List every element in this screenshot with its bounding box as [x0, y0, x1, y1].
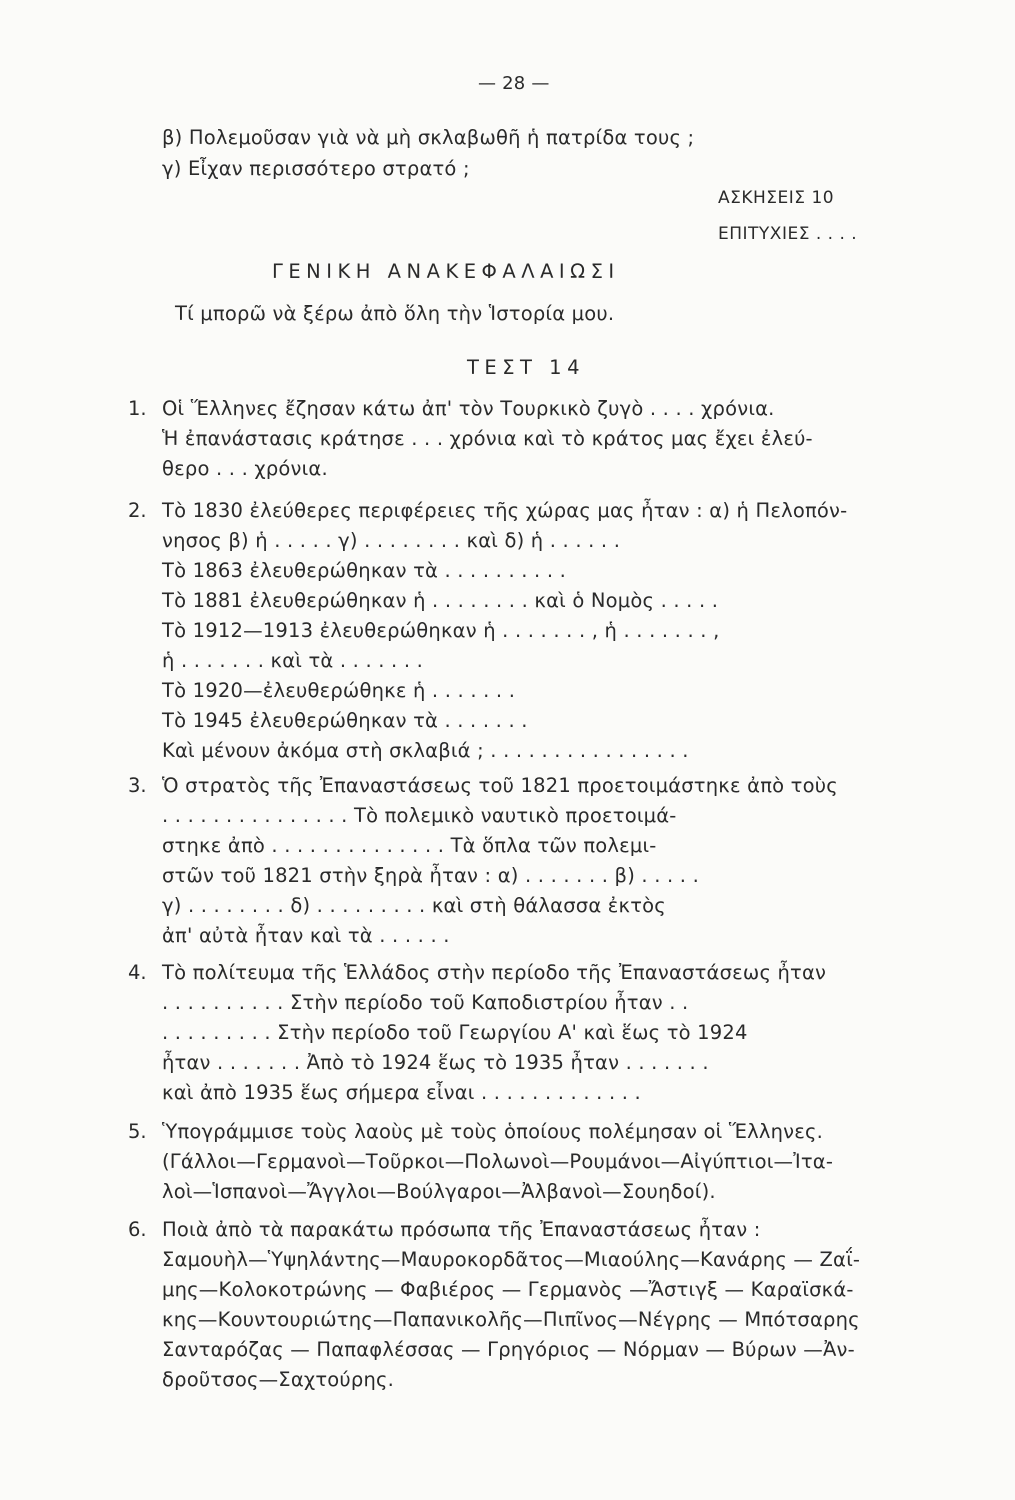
question-line: Ποιὰ ἀπὸ τὰ παρακάτω πρόσωπα τῆς Ἐπαναστάσεως ἦταν : [162, 1218, 761, 1241]
question-number: 5. [128, 1120, 147, 1143]
question-line: καὶ ἀπὸ 1935 ἕως σήμερα εἶναι . . . . . . . . . . . . . [162, 1081, 641, 1104]
intro-line-c: γ) Εἶχαν περισσότερο στρατό ; [162, 157, 470, 180]
question-number: 6. [128, 1218, 147, 1241]
question-line: Τὸ 1863 ἐλευθερώθηκαν τὰ . . . . . . . . . . [162, 559, 567, 582]
question-line: Ὁ στρατὸς τῆς Ἐπαναστάσεως τοῦ 1821 προετοιμάστηκε ἀπὸ τοὺς [162, 774, 838, 797]
question-line: Ὑπογράμμισε τοὺς λαοὺς μὲ τοὺς ὁποίους πολέμησαν οἱ Ἕλληνες. [162, 1120, 824, 1143]
question-line: Σαμουὴλ—Ὑψηλάντης—Μαυροκορδᾶτος—Μιαούλης—Κανάρης — Ζαΐ- [162, 1248, 861, 1271]
section-subtitle: Τί μπορῶ νὰ ξέρω ἀπὸ ὅλη τὴν Ἱστορία μου. [175, 302, 615, 325]
question-line: . . . . . . . . . . Στὴν περίοδο τοῦ Καποδιστρίου ἦταν . . [162, 991, 689, 1014]
question-line: γ) . . . . . . . . δ) . . . . . . . . . καὶ στὴ θάλασσα ἐκτὸς [162, 894, 666, 917]
score-exercises: ΑΣΚΗΣΕΙΣ 10 [718, 188, 835, 208]
question-line: νησος β) ἡ . . . . . γ) . . . . . . . . καὶ δ) ἡ . . . . . . [162, 529, 621, 552]
score-successes: ΕΠΙΤΥΧΙΕΣ . . . . [718, 224, 858, 244]
question-line: κης—Κουντουριώτης—Παπανικολῆς—Πιπῖνος—Νέγρης — Μπότσαρης [162, 1308, 860, 1331]
question-line: στηκε ἀπὸ . . . . . . . . . . . . . . Τὰ ὅπλα τῶν πολεμι- [162, 834, 657, 857]
test-title: ΤΕΣΤ 14 [467, 356, 585, 379]
question-line: ἡ . . . . . . . καὶ τὰ . . . . . . . [162, 649, 424, 672]
question-line: Τὸ 1912—1913 ἐλευθερώθηκαν ἡ . . . . . . . , ἡ . . . . . . . , [162, 619, 720, 642]
question-line: Οἱ Ἕλληνες ἔζησαν κάτω ἀπ' τὸν Τουρκικὸ ζυγὸ . . . . χρόνια. [162, 397, 775, 420]
question-line: λοὶ—Ἱσπανοὶ—Ἄγγλοι—Βούλγαροι—Ἀλβανοὶ—Σουηδοί). [162, 1180, 716, 1203]
question-line: Τὸ πολίτευμα τῆς Ἑλλάδος στὴν περίοδο τῆς Ἐπαναστάσεως ἦταν [162, 961, 827, 984]
question-number: 3. [128, 774, 147, 797]
question-line: στῶν τοῦ 1821 στὴν ξηρὰ ἦταν : α) . . . . . . . β) . . . . . [162, 864, 699, 887]
question-line: ἀπ' αὐτὰ ἦταν καὶ τὰ . . . . . . [162, 924, 450, 947]
question-line: Τὸ 1945 ἐλευθερώθηκαν τὰ . . . . . . . [162, 709, 528, 732]
question-line: θερο . . . χρόνια. [162, 457, 328, 480]
question-line: Σανταρόζας — Παπαφλέσσας — Γρηγόριος — Νόρμαν — Βύρων —Ἀν- [162, 1338, 855, 1361]
question-line: Τὸ 1881 ἐλευθερώθηκαν ἡ . . . . . . . . καὶ ὁ Νομὸς . . . . . [162, 589, 719, 612]
question-line: Ἡ ἐπανάστασις κράτησε . . . χρόνια καὶ τὸ κράτος μας ἔχει ἐλεύ- [162, 427, 813, 450]
question-line: Τὸ 1830 ἐλεύθερες περιφέρειες τῆς χώρας μας ἦταν : α) ἡ Πελοπόν- [162, 499, 848, 522]
question-line: δροῦτσος—Σαχτούρης. [162, 1368, 395, 1391]
question-number: 4. [128, 961, 147, 984]
question-number: 2. [128, 499, 147, 522]
question-line: . . . . . . . . . . . . . . . Τὸ πολεμικὸ ναυτικὸ προετοιμά- [162, 804, 677, 827]
question-line: Τὸ 1920—ἐλευθερώθηκε ἡ . . . . . . . [162, 679, 516, 702]
question-line: . . . . . . . . . Στὴν περίοδο τοῦ Γεωργίου Α' καὶ ἕως τὸ 1924 [162, 1021, 748, 1044]
question-line: (Γάλλοι—Γερμανοὶ—Τοῦρκοι—Πολωνοὶ—Ρουμάνοι—Αἰγύπτιοι—Ἰτα- [162, 1150, 834, 1173]
question-number: 1. [128, 397, 147, 420]
intro-line-b: β) Πολεμοῦσαν γιὰ νὰ μὴ σκλαβωθῆ ἡ πατρίδα τους ; [162, 126, 695, 149]
page-number: — 28 — [478, 73, 550, 94]
question-line: Καὶ μένουν ἀκόμα στὴ σκλαβιά ; . . . . . . . . . . . . . . . . [162, 739, 689, 762]
section-title: ΓΕΝΙΚΗ ΑΝΑΚΕΦΑΛΑΙΩΣΙ [272, 260, 620, 283]
question-line: μης—Κολοκοτρώνης — Φαβιέρος — Γερμανὸς —Ἄστιγξ — Καραϊσκά- [162, 1278, 854, 1301]
question-line: ἦταν . . . . . . . Ἀπὸ τὸ 1924 ἕως τὸ 1935 ἦταν . . . . . . . [162, 1051, 709, 1074]
